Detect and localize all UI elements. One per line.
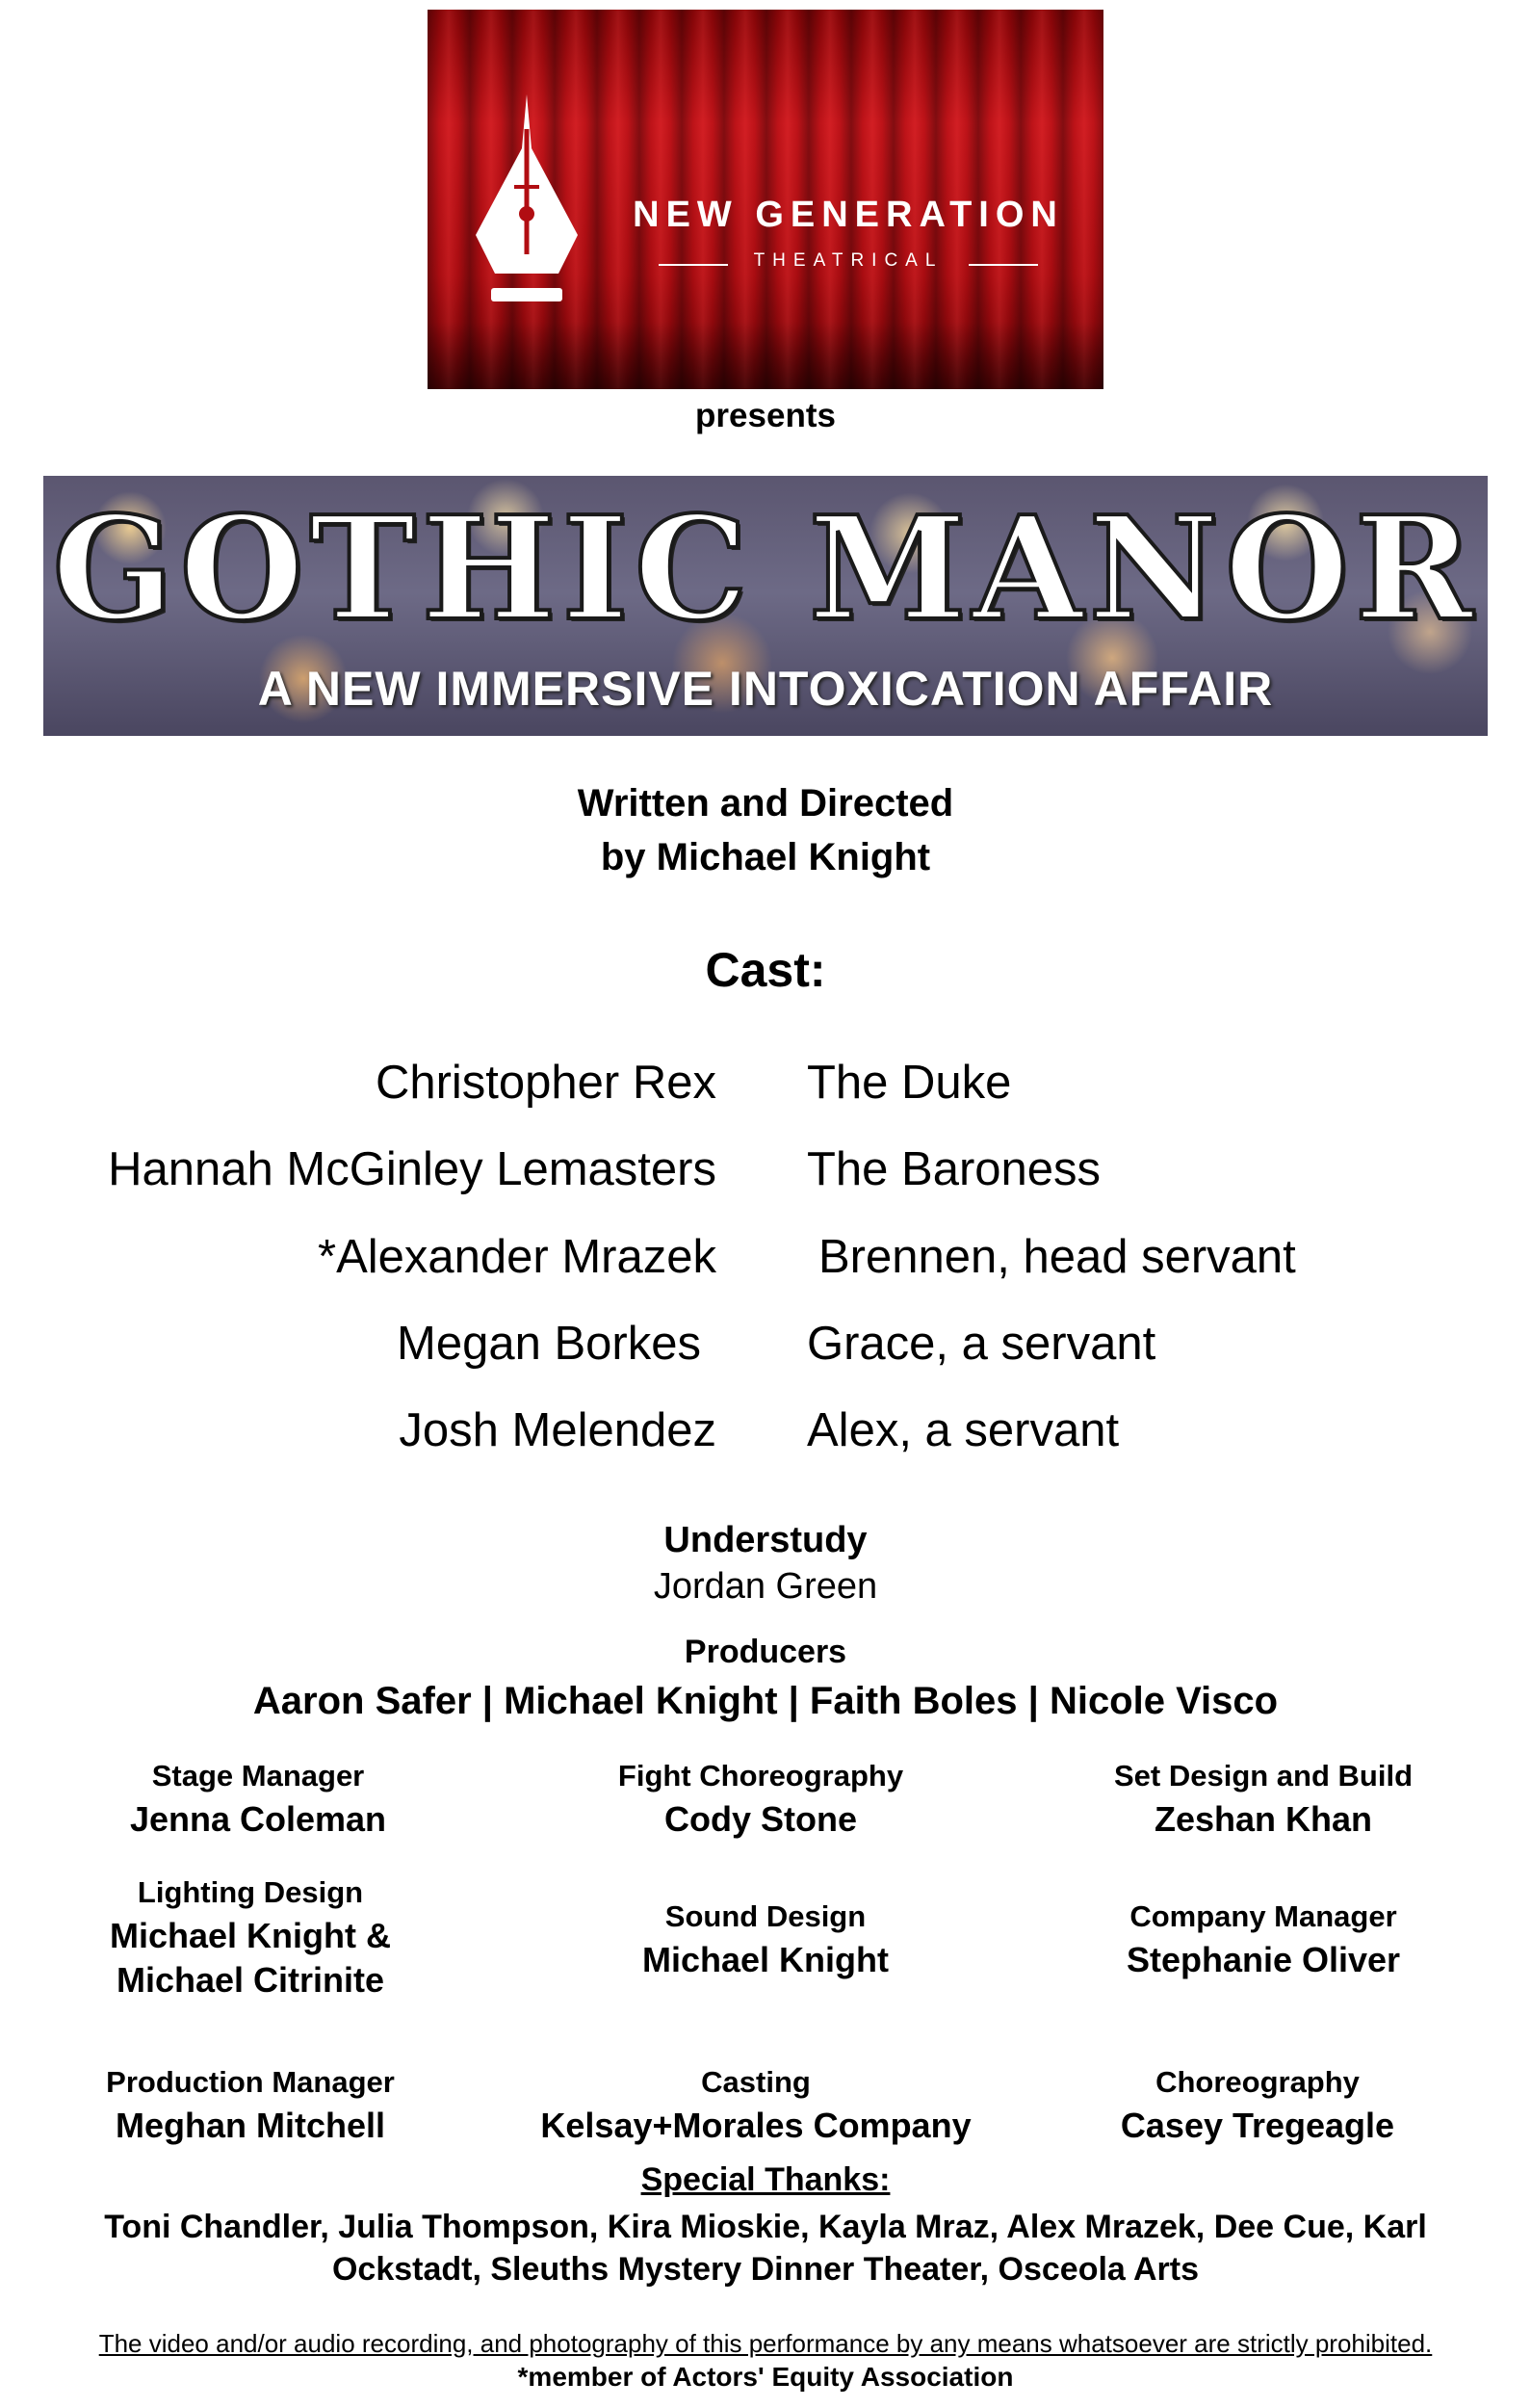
crew-role: Company Manager [1129,1899,1397,1933]
producers-heading: Producers [684,1634,847,1670]
cast-row [0,1230,1531,1288]
crew-name: Stephanie Oliver [1126,1940,1401,1979]
cast-heading: Cast: [705,943,826,997]
cast-row [0,1317,1531,1374]
cast-actor: Megan Borkes [397,1318,701,1370]
recording-notice: The video and/or audio recording, and photography of this performance by any means whatsoever are strictly prohibited. [98,2329,1433,2358]
crew-name: Casey Tregeagle [1120,2106,1395,2145]
crew-credit [515,1899,1016,1980]
crew-role: Lighting Design [137,1875,364,1909]
show-title: GOTHIC MANOR [52,484,1479,652]
special-thanks-line2: Ockstadt, Sleuths Mystery Dinner Theater, Osceola Arts [331,2251,1200,2288]
crew-name: Zeshan Khan [1154,1799,1373,1839]
cast-role: The Baroness [807,1143,1102,1195]
writer-credit-line2: by Michael Knight [600,836,931,878]
crew-name: Kelsay+Morales Company [540,2106,972,2145]
cast-role: The Duke [807,1057,1012,1109]
understudy-heading: Understudy [663,1520,868,1560]
special-thanks-heading: Special Thanks: [640,2161,891,2198]
crew-name: Cody Stone [663,1799,857,1839]
cast-row [0,1403,1531,1461]
crew-name-2: Michael Citrinite [116,1960,385,2000]
crew-credit [506,2065,1006,2146]
cast-actor: Josh Melendez [399,1404,716,1456]
logo-company-name: NEW GENERATION [633,195,1064,235]
cast-actor: *Alexander Mrazek [318,1231,716,1283]
crew-credit [1013,1899,1514,1980]
presents-label: presents [695,397,836,434]
crew-role: Choreography [1155,2065,1360,2099]
crew-role: Stage Manager [151,1759,365,1793]
crew-credit [510,1759,1011,1840]
crew-name: Meghan Mitchell [115,2106,386,2145]
crew-credit [1013,1759,1514,1840]
cast-actor: Hannah McGinley Lemasters [108,1143,716,1195]
crew-name: Michael Knight & [109,1916,391,1955]
crew-role: Sound Design [664,1899,867,1933]
logo-divider-right [969,264,1038,266]
special-thanks-line1: Toni Chandler, Julia Thompson, Kira Mioskie, Kayla Mraz, Alex Mrazek, Dee Cue, Karl [104,2209,1427,2245]
show-title-banner [43,476,1488,736]
producers-names: Aaron Safer | Michael Knight | Faith Boles | Nicole Visco [252,1680,1279,1722]
understudy-name: Jordan Green [653,1566,878,1607]
crew-name: Jenna Coleman [129,1799,387,1839]
crew-role: Production Manager [106,2065,395,2099]
crew-role: Set Design and Build [1113,1759,1414,1793]
cast-row [0,1142,1531,1200]
crew-role: Fight Choreography [617,1759,904,1793]
fountain-pen-nib-icon [464,91,589,322]
writer-credit-line1: Written and Directed [577,782,954,824]
crew-role: Casting [701,2065,811,2099]
cast-role: Alex, a servant [807,1404,1120,1456]
crew-credit [1007,2065,1508,2146]
crew-credit [0,2065,501,2146]
cast-role: Grace, a servant [807,1318,1156,1370]
crew-credit [0,1875,501,2001]
company-logo-banner [428,10,1103,389]
show-tagline: A NEW IMMERSIVE INTOXICATION AFFAIR [257,662,1274,716]
cast-row [0,1056,1531,1113]
logo-company-subtitle: THEATRICAL [753,250,944,271]
cast-role: Brennen, head servant [818,1231,1296,1283]
crew-credit [8,1759,508,1840]
cast-actor: Christopher Rex [375,1057,716,1109]
equity-footnote: *member of Actors' Equity Association [517,2362,1014,2392]
crew-name: Michael Knight [641,1940,889,1979]
